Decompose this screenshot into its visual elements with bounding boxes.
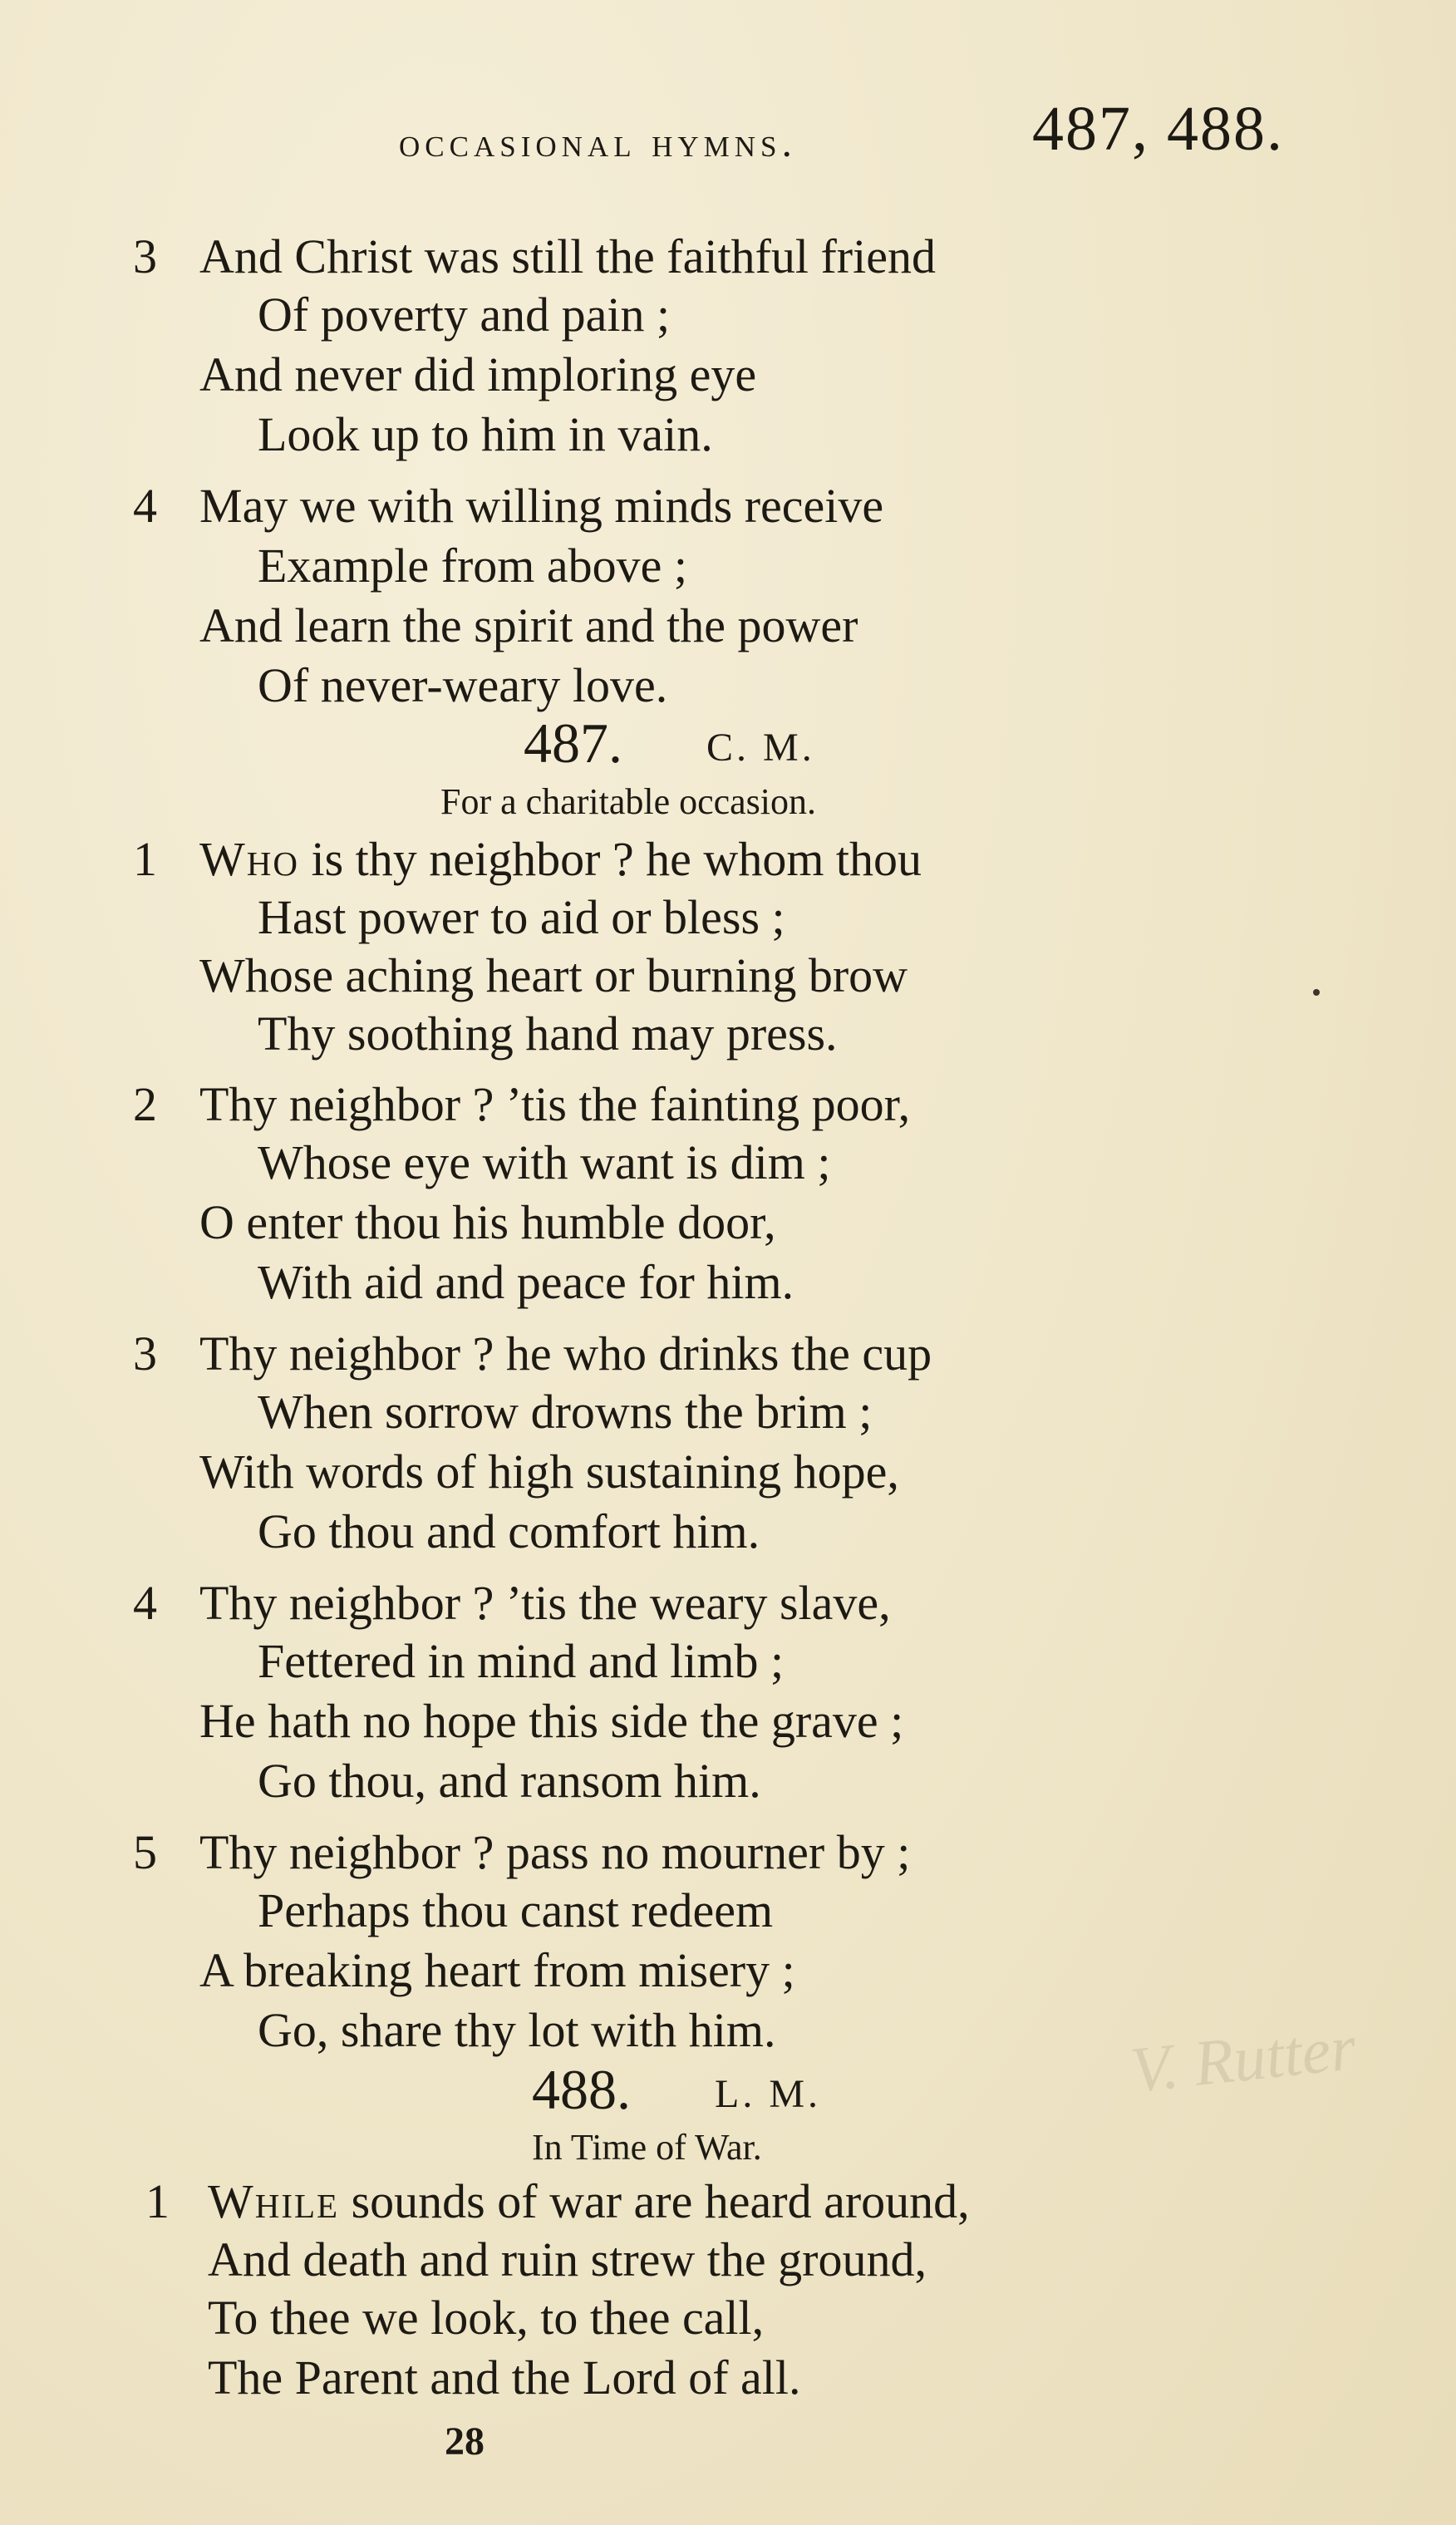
hymn-meter: C. M. (706, 726, 815, 770)
verse-line: Hast power to aid or bless ; (258, 890, 785, 944)
page-number: 28 (445, 2419, 485, 2463)
verse-line: Look up to him in vain. (258, 407, 713, 461)
verse-first-rest: sounds of war are heard around, (339, 2174, 970, 2228)
verse-number: 4 (133, 1576, 157, 1630)
verse-first-word: While (208, 2174, 340, 2228)
verse-line: To thee we look, to thee call, (208, 2291, 765, 2345)
ink-speck (1313, 989, 1320, 996)
verse-line: Example from above ; (258, 539, 687, 593)
running-header (399, 93, 1396, 168)
verse-line: Thy soothing hand may press. (258, 1007, 838, 1061)
verse-line: And Christ was still the faithful friend (199, 229, 936, 283)
verse-number: 1 (133, 832, 157, 886)
verse-line: With aid and peace for him. (258, 1255, 794, 1309)
hymn-meter: L. M. (715, 2072, 821, 2116)
verse-line-first (199, 832, 922, 886)
verse-first-word: Who (199, 832, 299, 886)
verse-line: When sorrow drowns the brim ; (258, 1385, 873, 1439)
verse-number: 5 (133, 1825, 157, 1879)
verse-line: Fettered in mind and limb ; (258, 1634, 785, 1688)
verse-line: Of poverty and pain ; (258, 288, 671, 342)
verse-line: With words of high sustaining hope, (199, 1445, 899, 1499)
verse-number: 3 (133, 229, 157, 283)
verse-line: Go thou and comfort him. (258, 1504, 760, 1558)
verse-line-first (208, 2174, 970, 2228)
verse-line: Whose aching heart or burning brow (199, 948, 908, 1002)
verse-line: May we with willing minds receive (199, 479, 884, 533)
verse-line: And never did imploring eye (199, 347, 757, 401)
verse-line: Go, share thy lot with him. (258, 2003, 776, 2057)
verse-line: Thy neighbor ? ’tis the weary slave, (199, 1576, 891, 1630)
verse-line: Go thou, and ransom him. (258, 1754, 761, 1808)
verse-line: Whose eye with want is dim ; (258, 1135, 831, 1189)
faint-signature: V. Rutter (1127, 2011, 1360, 2106)
verse-line: Thy neighbor ? he who drinks the cup (199, 1326, 932, 1381)
verse-number: 3 (133, 1326, 157, 1381)
hymn-range: 487, 488. (1032, 94, 1284, 164)
verse-line: Perhaps thou canst redeem (258, 1883, 774, 1937)
verse-line: The Parent and the Lord of all. (208, 2350, 801, 2404)
verse-first-rest: is thy neighbor ? he whom thou (298, 832, 922, 886)
hymn-number: 487. (524, 711, 622, 775)
verse-line: O enter thou his humble door, (199, 1195, 776, 1249)
verse-number: 4 (133, 479, 157, 533)
hymn-subtitle: In Time of War. (532, 2127, 762, 2168)
verse-line: Of never-weary love. (258, 658, 668, 712)
verse-line: And learn the spirit and the power (199, 598, 858, 652)
verse-line: Thy neighbor ? pass no mourner by ; (199, 1825, 911, 1879)
hymn-subtitle: For a charitable occasion. (440, 781, 817, 822)
verse-line: Thy neighbor ? ’tis the fainting poor, (199, 1077, 911, 1131)
verse-line: And death and ruin strew the ground, (208, 2232, 927, 2286)
verse-number: 1 (145, 2174, 170, 2228)
hymn-number: 488. (532, 2058, 631, 2121)
verse-line: A breaking heart from misery ; (199, 1943, 795, 1997)
verse-number: 2 (133, 1077, 157, 1131)
section-title: occasional hymns. (399, 119, 797, 165)
verse-line: He hath no hope this side the grave ; (199, 1694, 904, 1748)
